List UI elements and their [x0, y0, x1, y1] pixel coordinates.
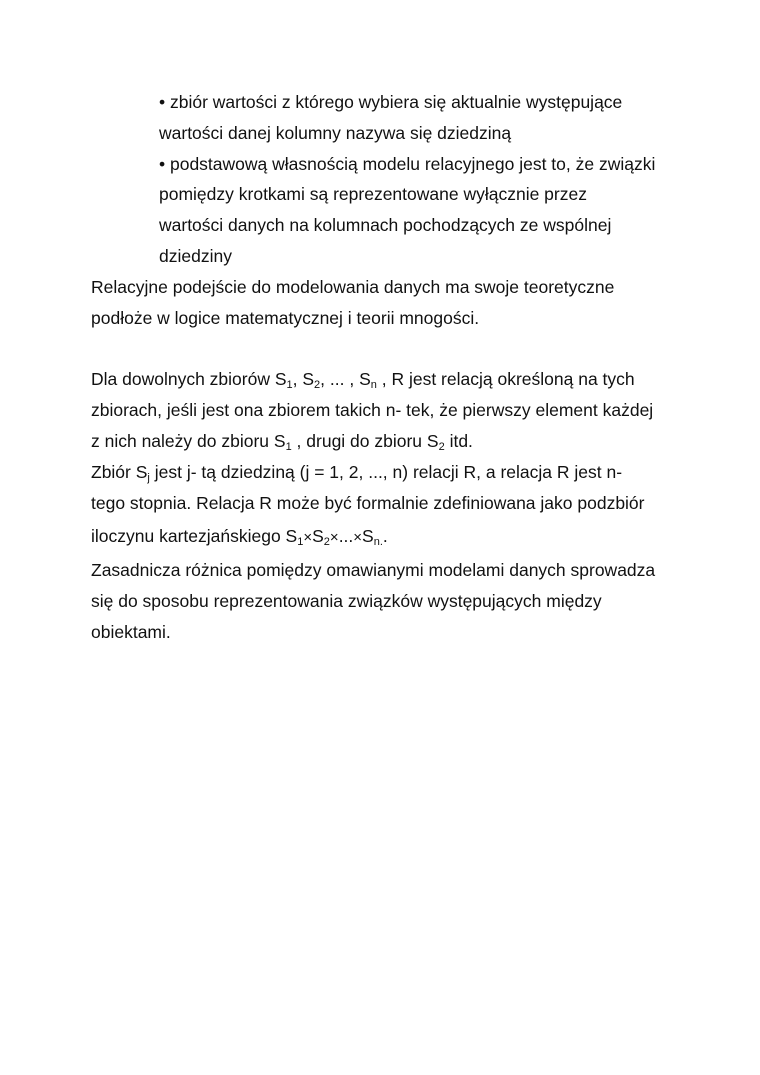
paragraph-3-line-1: Zbiór $S_j$ jest j- tą dziedziną (j = 1, 2, ..., n) relacji R, a relacja R jest n-	[91, 462, 623, 484]
paragraph-2-line-1: Dla dowolnych zbiorów $S_1$, $S_2$, ... , $S_n$ , R jest relacją określoną na tych	[91, 369, 635, 391]
bullet-2-line-4: dziedziny	[159, 246, 232, 266]
paragraph-4-line-1: Zasadnicza różnica pomiędzy omawianymi modelami danych sprowadza	[91, 560, 656, 580]
paragraph-4-line-2: się do sposobu reprezentowania związków występujących między	[91, 591, 602, 611]
paragraph-1-line-2: podłoże w logice matematycznej i teorii mnogości.	[91, 308, 480, 328]
paragraph-4-line-3: obiektami.	[91, 622, 171, 642]
paragraph-3-line-3: iloczynu kartezjańskiego $S_1\times S_2\times...\times S_{n.}$.	[91, 526, 388, 548]
paragraph-2-line-2: zbiorach, jeśli jest ona zbiorem takich n- tek, że pierwszy element każdej	[91, 400, 654, 420]
paragraph-3-line-2: tego stopnia. Relacja R może być formalnie zdefiniowana jako podzbiór	[91, 493, 645, 513]
paragraph-2-line-3: z nich należy do zbioru $S_1$ , drugi do zbioru $S_2$ itd.	[91, 431, 473, 453]
bullet-1-line-2: wartości danej kolumny nazywa się dziedziną	[159, 123, 512, 143]
paragraph-1-line-1: Relacyjne podejście do modelowania danych ma swoje teoretyczne	[91, 277, 615, 297]
bullet-2-line-2: pomiędzy krotkami są reprezentowane wyłącznie przez	[159, 184, 587, 204]
bullet-1-line-1: • zbiór wartości z którego wybiera się aktualnie występujące	[159, 92, 623, 112]
bullet-2-line-3: wartości danych na kolumnach pochodzących ze wspólnej	[159, 215, 612, 235]
bullet-2-line-1: • podstawową własnością modelu relacyjnego jest to, że związki	[159, 154, 656, 174]
